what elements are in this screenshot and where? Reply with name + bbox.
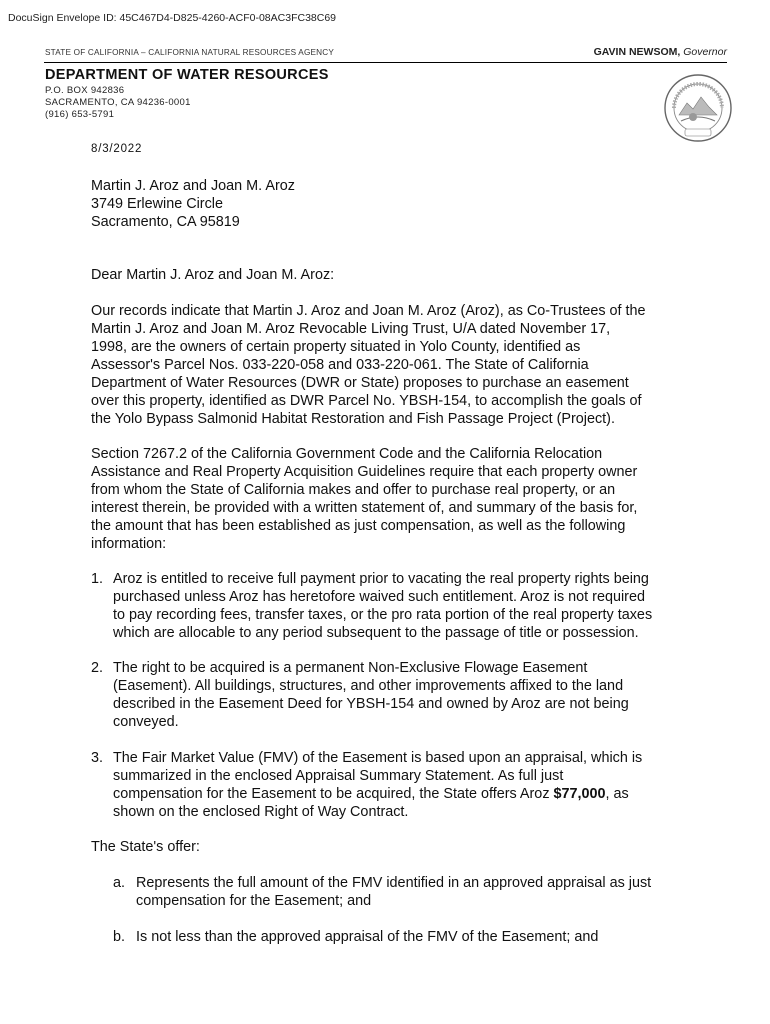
department-po-box: P.O. BOX 942836	[45, 85, 125, 96]
letter-date: 8/3/2022	[91, 143, 143, 155]
list-number: 3.	[91, 750, 104, 766]
paragraph-line: Assistance and Real Property Acquisition Guidelines require that each property owner	[91, 464, 638, 480]
recipient-name: Martin J. Aroz and Joan M. Aroz	[91, 178, 295, 194]
recipient-address	[91, 177, 691, 231]
list-item-line	[113, 785, 642, 803]
paragraph-line: over this property, identified as DWR Parcel No. YBSH-154, to accomplish the goals of	[91, 393, 642, 409]
list-item-line: summarized in the enclosed Appraisal Summary Statement. As full just	[113, 768, 564, 784]
list-item-line: which are allocable to any period subsequent to the passage of title or possession.	[113, 625, 639, 641]
governor-line	[594, 46, 727, 58]
governor-title: Governor	[683, 46, 727, 58]
offer-amount: $77,000	[553, 786, 606, 802]
recipient-city: Sacramento, CA 95819	[91, 214, 240, 230]
header-rule	[44, 62, 727, 63]
list-item-line: The Fair Market Value (FMV) of the Easement is based upon an appraisal, which is	[113, 750, 643, 766]
salutation: Dear Martin J. Aroz and Joan M. Aroz:	[91, 267, 335, 283]
list-item-line: Aroz is entitled to receive full payment prior to vacating the real property rights being	[113, 571, 649, 587]
paragraph-line: interest therein, be provided with a written statement of, and summary of the basis for,	[91, 500, 638, 516]
list-item-line: to pay recording fees, transfer taxes, or the pro rata portion of the real property taxes	[113, 607, 653, 623]
paragraph-line: information:	[91, 536, 167, 552]
list-item-line: shown on the enclosed Right of Way Contract.	[113, 804, 409, 820]
department-phone: (916) 653-5791	[45, 109, 115, 120]
paragraph-line: 1998, are the owners of certain property situated in Yolo County, identified as	[91, 339, 581, 355]
paragraph-line: Our records indicate that Martin J. Aroz and Joan M. Aroz (Aroz), as Co-Trustees of the	[91, 303, 646, 319]
offer-intro: The State's offer:	[91, 839, 200, 855]
paragraph-line: Martin J. Aroz and Joan M. Aroz Revocable Living Trust, U/A dated November 17,	[91, 321, 611, 337]
sub-item-line: compensation for the Easement; and	[136, 893, 372, 909]
paragraph-ownership	[91, 302, 691, 428]
paragraph-line: Department of Water Resources (DWR or State) proposes to purchase an easement	[91, 375, 629, 391]
sub-item-letter: b.	[113, 929, 126, 945]
department-name: DEPARTMENT OF WATER RESOURCES	[45, 67, 329, 83]
recipient-street: 3749 Erlewine Circle	[91, 196, 223, 212]
docusign-envelope-id: DocuSign Envelope ID: 45C467D4-D825-4260-ACF0-08AC3FC38C69	[8, 12, 337, 24]
paragraph-legal-basis	[91, 445, 691, 553]
state-seal-icon	[663, 73, 733, 143]
governor-name: GAVIN NEWSOM,	[593, 46, 681, 58]
sub-item-line: Is not less than the approved appraisal of the FMV of the Easement; and	[136, 929, 599, 945]
list-item-line: purchased unless Aroz has heretofore waived such entitlement. Aroz is not required	[113, 589, 645, 605]
list-item-line: The right to be acquired is a permanent Non-Exclusive Flowage Easement	[113, 660, 588, 676]
paragraph-line: the amount that has been established as just compensation, as well as the following	[91, 518, 626, 534]
sub-item-letter: a.	[113, 875, 126, 891]
list-number: 2.	[91, 660, 104, 676]
agency-header: STATE OF CALIFORNIA – CALIFORNIA NATURAL RESOURCES AGENCY	[45, 48, 335, 57]
list-number: 1.	[91, 571, 104, 587]
list-item-line: (Easement). All buildings, structures, and other improvements affixed to the land	[113, 678, 624, 694]
department-city: SACRAMENTO, CA 94236-0001	[45, 97, 191, 108]
paragraph-line: Assessor's Parcel Nos. 033-220-058 and 033-220-061. The State of California	[91, 357, 589, 373]
offer-text-end: , as	[605, 786, 629, 802]
paragraph-line: from whom the State of California makes and offer to purchase real property, or an	[91, 482, 616, 498]
sub-item-line: Represents the full amount of the FMV identified in an approved appraisal as just	[136, 875, 652, 891]
offer-text: compensation for the Easement to be acquired, the State offers Aroz	[113, 786, 554, 802]
list-item-line: described in the Easement Deed for YBSH-154 and owned by Aroz are not being	[113, 696, 629, 712]
list-item-line: conveyed.	[113, 714, 179, 730]
paragraph-line: the Yolo Bypass Salmonid Habitat Restoration and Fish Passage Project (Project).	[91, 411, 615, 427]
paragraph-line: Section 7267.2 of the California Government Code and the California Relocation	[91, 446, 603, 462]
